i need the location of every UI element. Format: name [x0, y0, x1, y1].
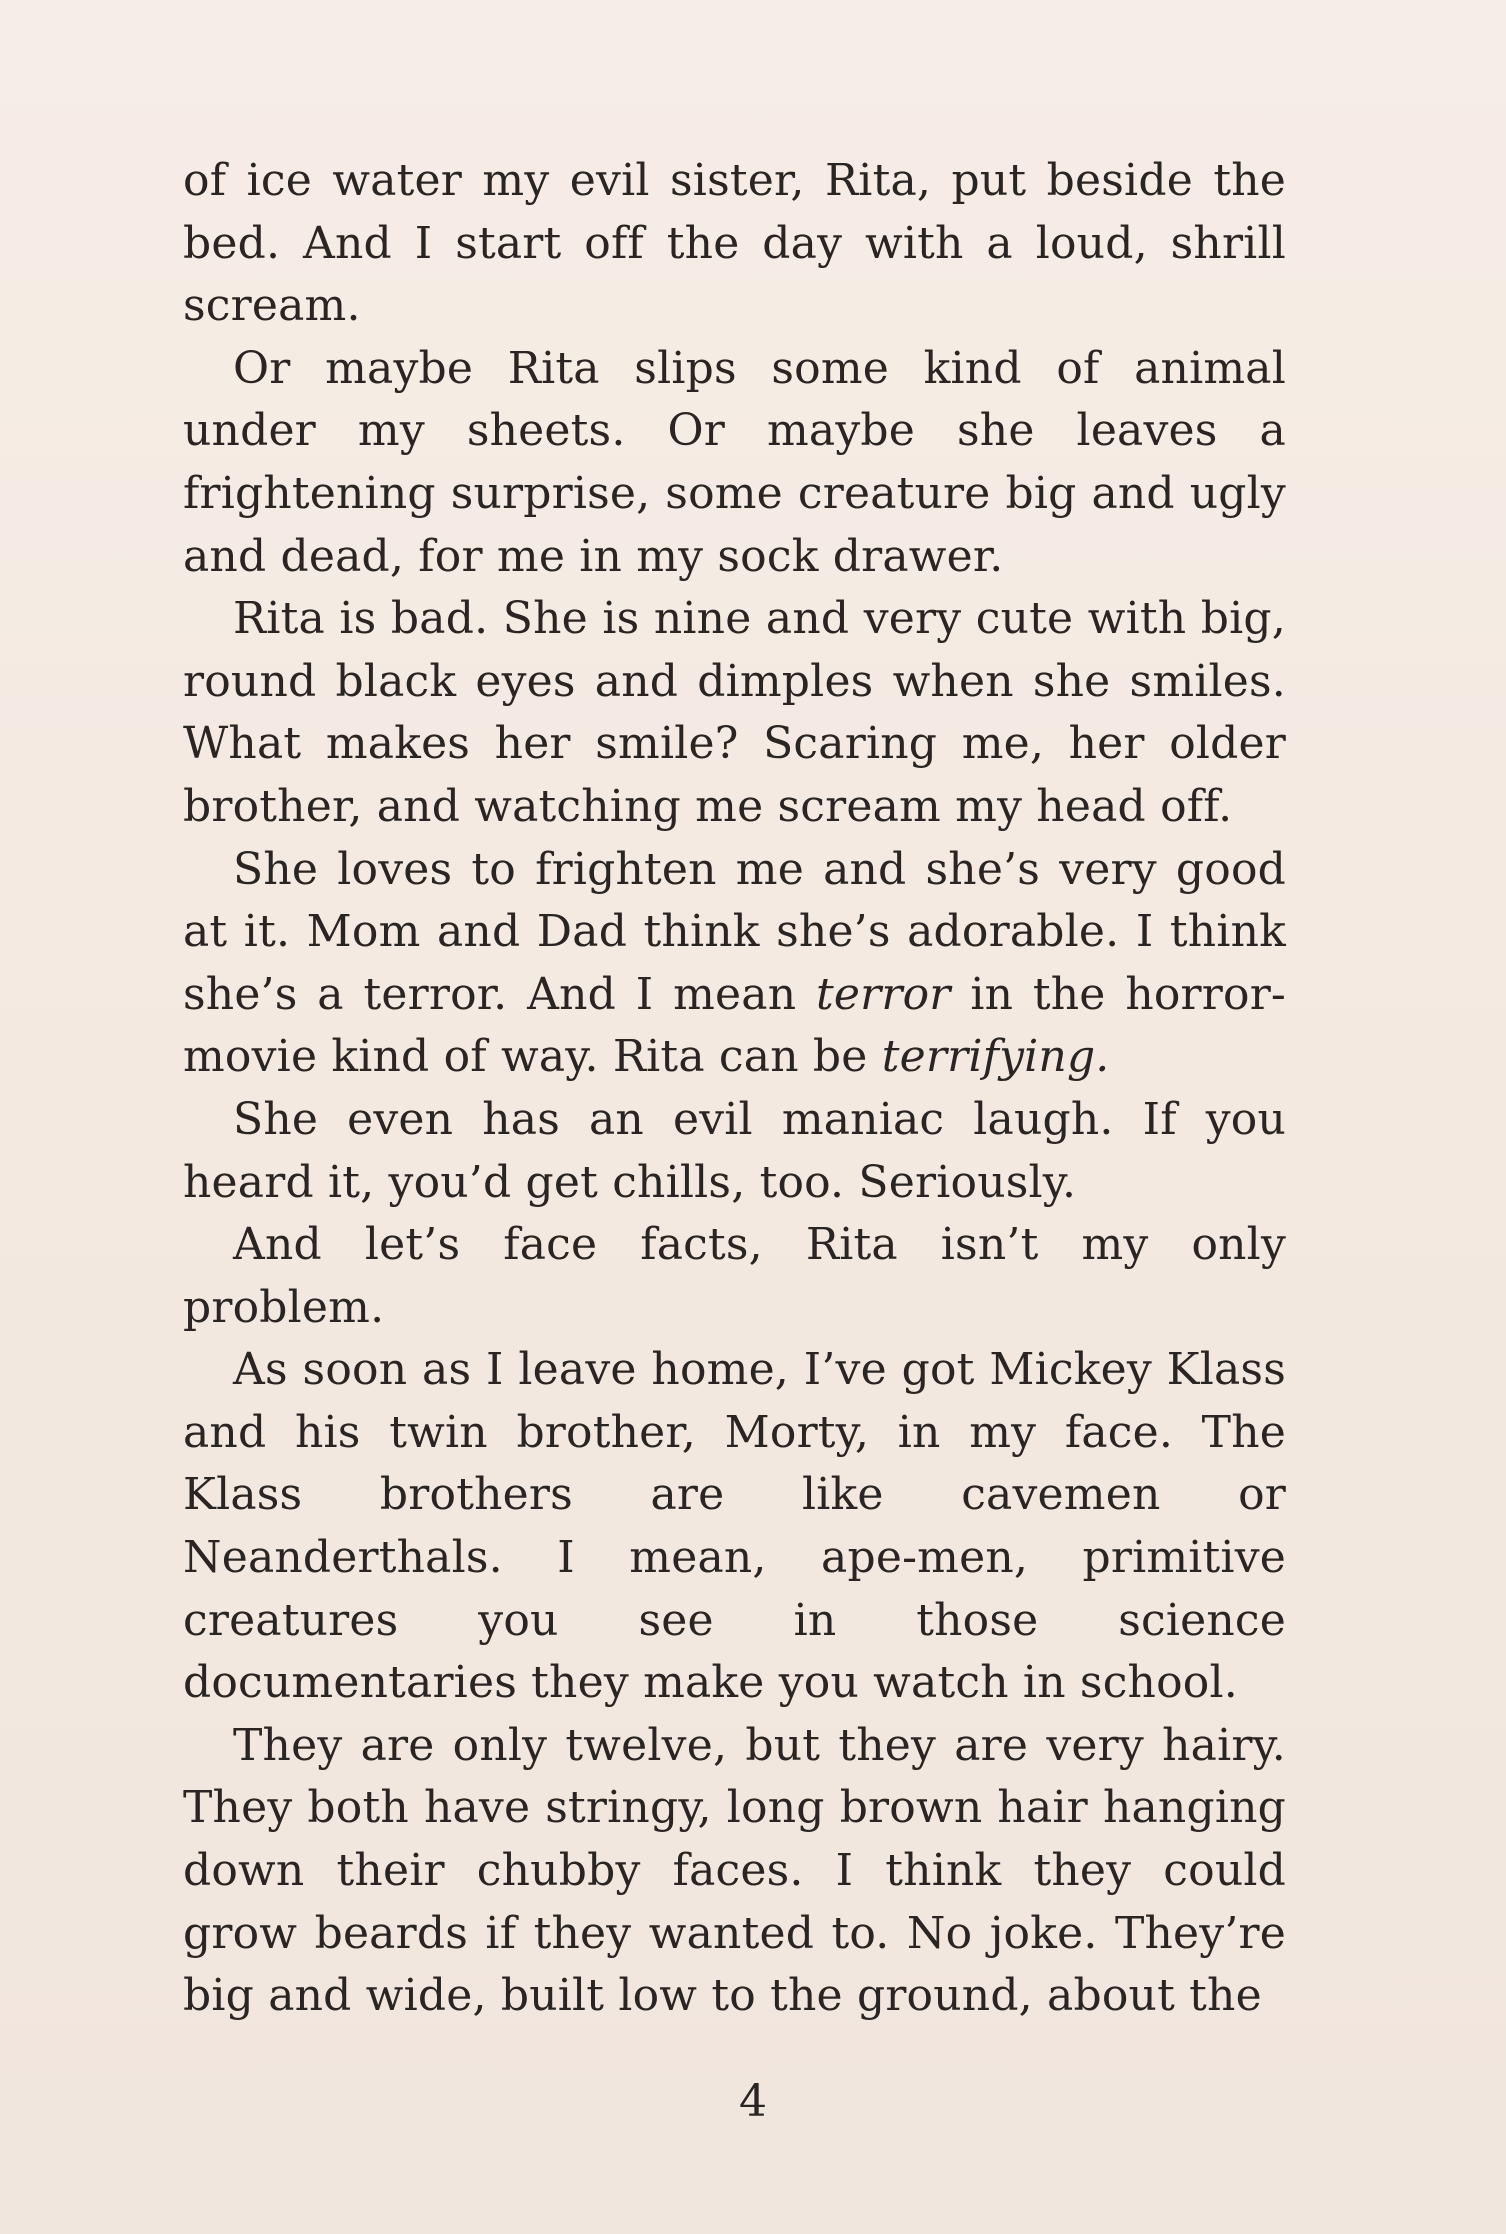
paragraph: Rita is bad. She is nine and very cute with big, round black eyes and dimples when she smiles. What makes her smile? Scaring me, her older brother, and watching me scream my head off.: [183, 593, 1286, 832]
paragraph-text: in the horror-movie kind of way. Rita can be: [183, 968, 1287, 1083]
body-text: [183, 150, 1286, 2028]
paragraph-continued: of ice water my evil sister, Rita, put beside the bed. And I start off the day with a loud, shrill scream.: [183, 155, 1286, 332]
emphasis-text: terror: [816, 968, 951, 1020]
paragraph: Or maybe Rita slips some kind of animal under my sheets. Or maybe she leaves a frightening surprise, some creature big and ugly and dead, for me in my sock drawer.: [183, 342, 1286, 582]
paragraph: [183, 839, 1286, 1089]
paragraph: She even has an evil maniac laugh. If you heard it, you’d get chills, too. Seriously.: [183, 1093, 1286, 1208]
paragraph: And let’s face facts, Rita isn’t my only problem.: [183, 1219, 1286, 1333]
paragraph: As soon as I leave home, I’ve got Mickey Klass and his twin brother, Morty, in my face. The Klass brothers are like cavemen or Neanderthals. I mean, ape-men, primitive creatures you see in those science documentaries they make you watch in school.: [183, 1344, 1286, 1709]
paragraph: They are only twelve, but they are very hairy. They both have stringy, long brown hair hanging down their chubby faces. I think they could grow beards if they wanted to. No joke. They’re big and wide, built low to the ground, about the: [183, 1719, 1286, 2022]
page-number: 4: [739, 2076, 767, 2127]
paragraph-text: She loves to frighten me and she’s very good at it. Mom and Dad think she’s adorable. I think she’s a terror. And I mean: [183, 843, 1286, 1020]
emphasis-text: terrifying.: [881, 1031, 1110, 1083]
